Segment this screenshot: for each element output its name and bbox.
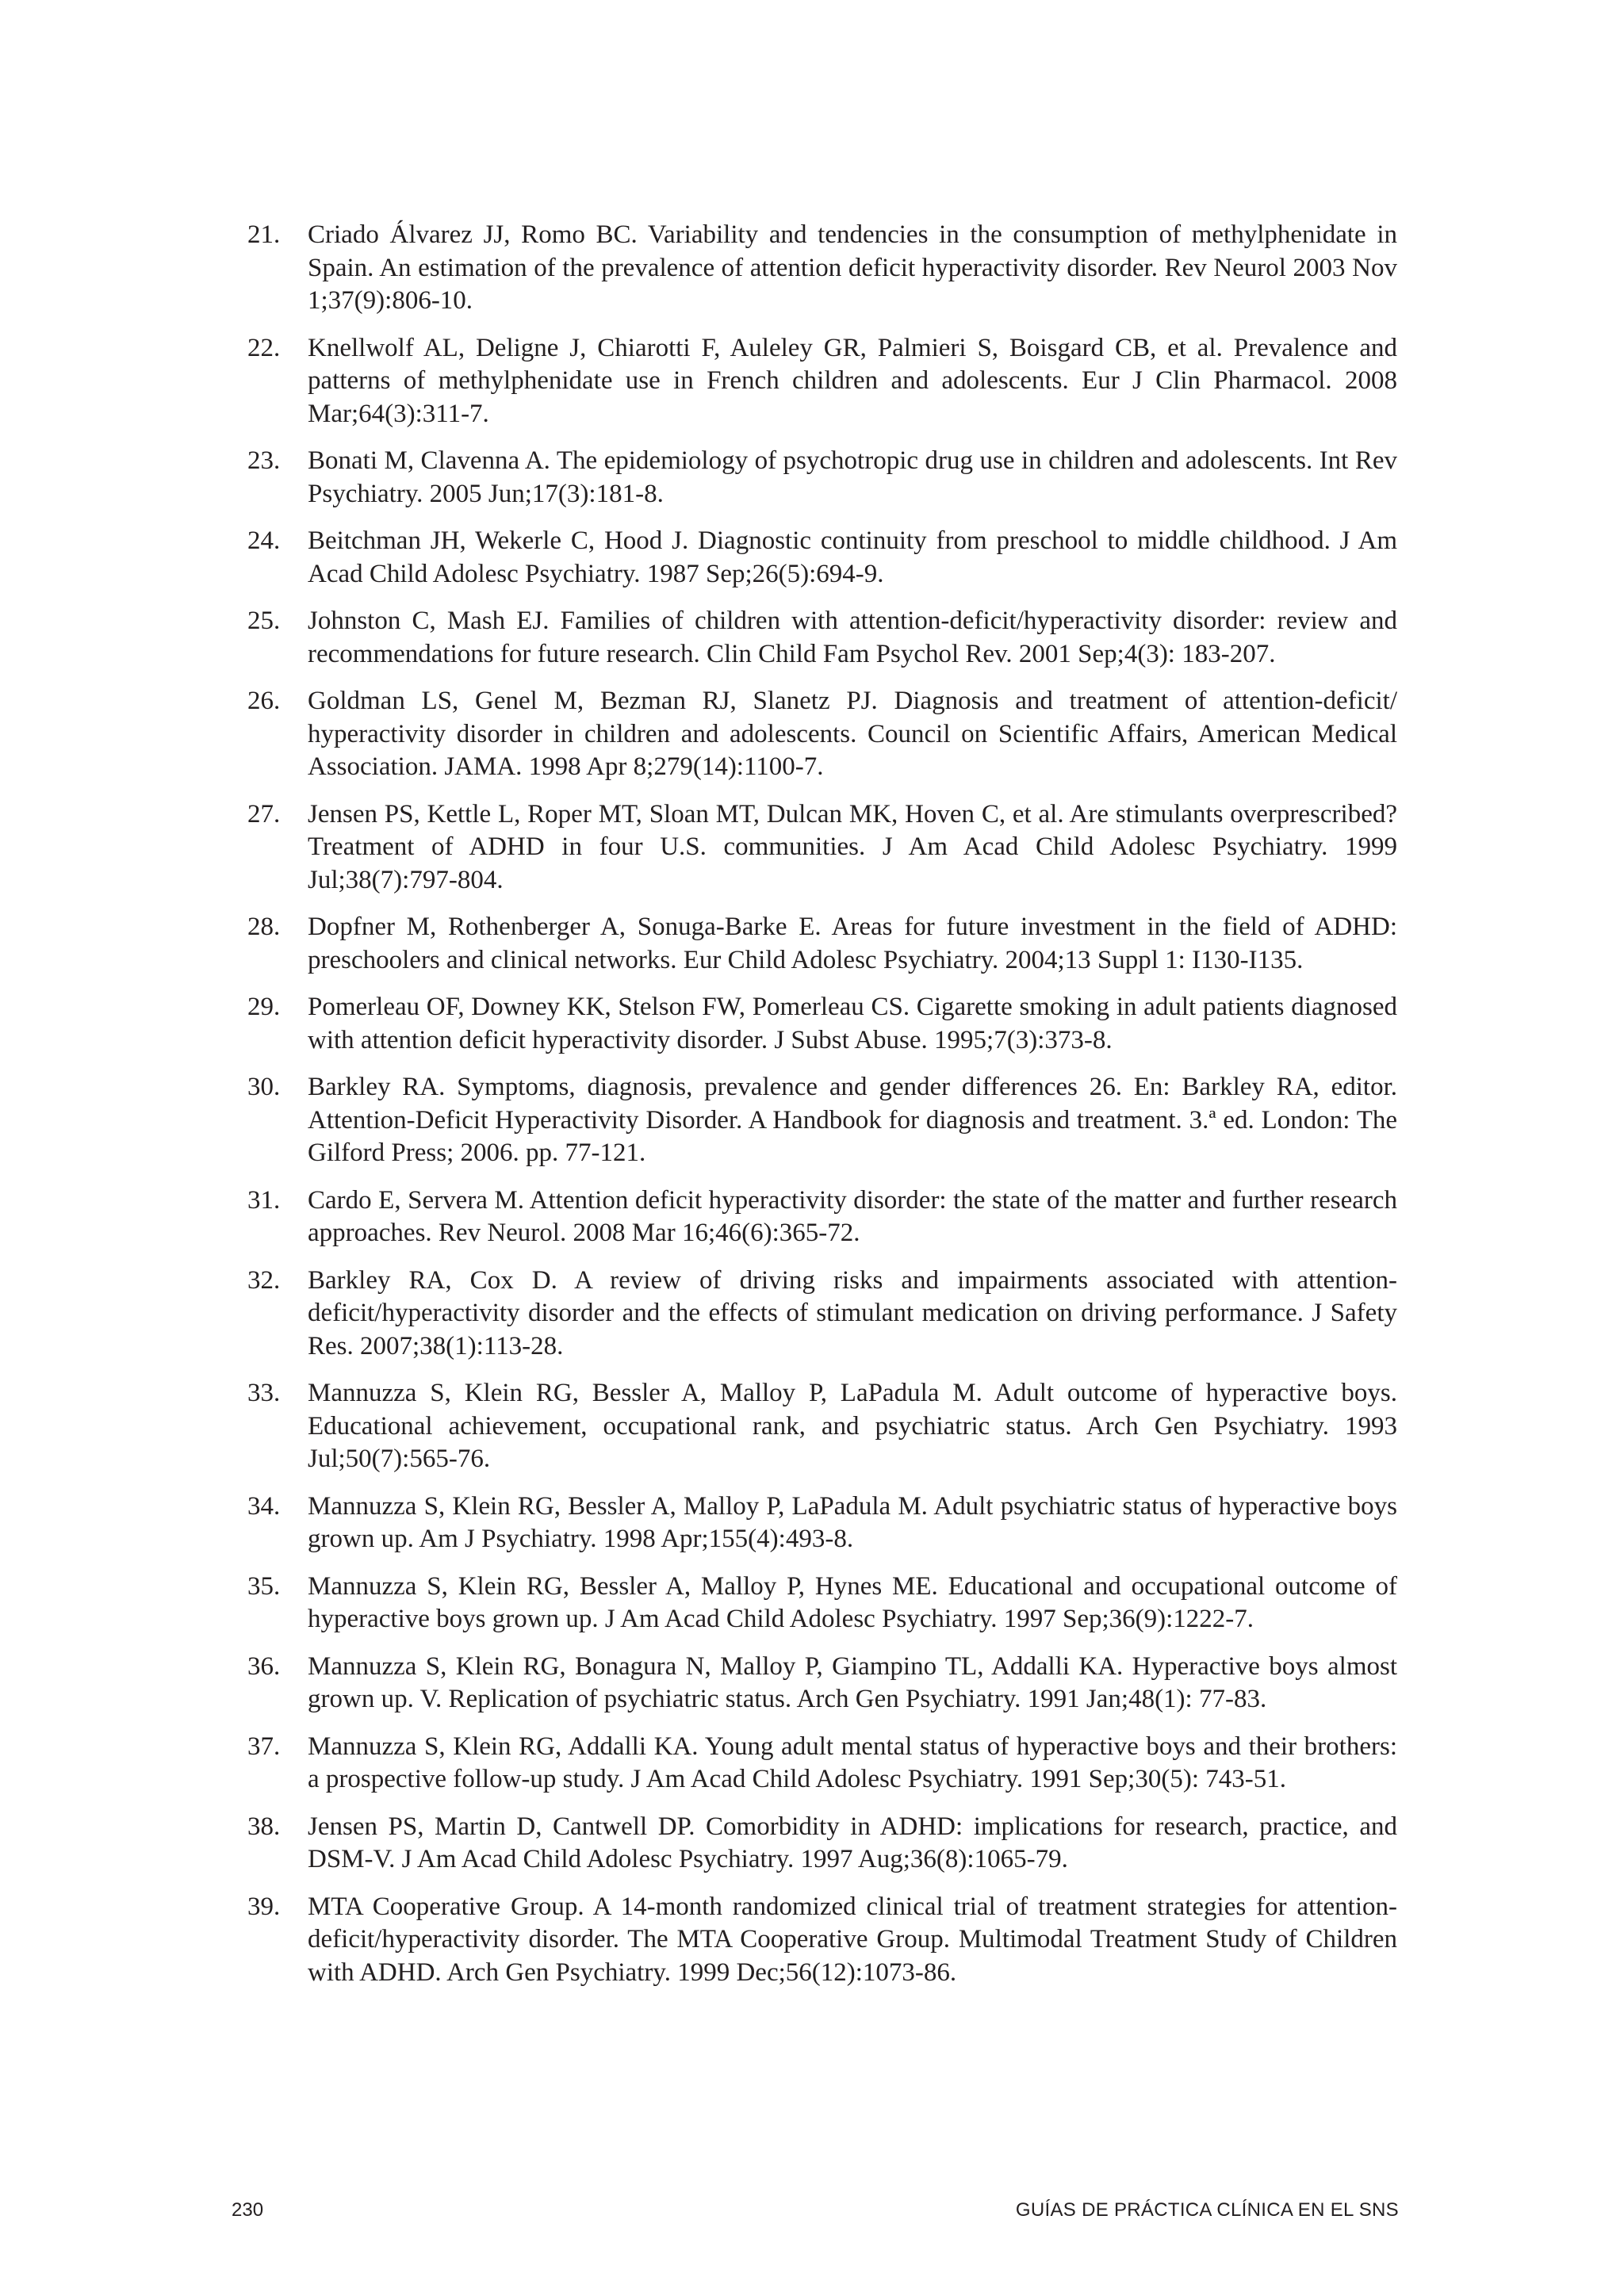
reference-number: 39. [247,1892,281,1921]
reference-text: MTA Cooperative Group. A 14-month randomized clinical trial of treatment strategies for attention-deficit/hyperactivity disorder. The MTA Cooperative Group. Multimodal Treatment Study of Children with ADHD. Arch Gen Psychiatry. 1999 Dec;56(12):1073-86. [308,1892,1397,1987]
reference-number: 38. [247,1812,281,1841]
reference-item [0,1571,1624,1636]
reference-item [0,1490,1624,1556]
reference-number: 37. [247,1732,281,1761]
reference-number: 24. [247,526,281,555]
reference-item [0,1184,1624,1250]
reference-item [0,445,1624,511]
reference-number: 23. [247,446,281,475]
reference-item [0,911,1624,977]
reference-text: Jensen PS, Martin D, Cantwell DP. Comorbidity in ADHD: implications for research, practice, and DSM-V. J Am Acad Child Adolesc Psychiatry. 1997 Aug;36(8):1065-79. [308,1812,1397,1873]
reference-text: Johnston C, Mash EJ. Families of children with attention-deficit/hyperactivity disorder: review and recommendations for future research. Clin Child Fam Psychol Rev. 2001 Sep;4(3): 183-207. [308,607,1397,668]
reference-text: Dopfner M, Rothenberger A, Sonuga-Barke E. Areas for future investment in the field of ADHD: preschoolers and clinical networks. Eur Child Adolesc Psychiatry. 2004;13 Suppl 1: I130-I135. [308,913,1397,974]
reference-item [0,605,1624,671]
reference-item [0,332,1624,431]
reference-text: Cardo E, Servera M. Attention deficit hyperactivity disorder: the state of the matter and further research approaches. Rev Neurol. 2008 Mar 16;46(6):365-72. [308,1185,1397,1247]
reference-item [0,1731,1624,1797]
reference-item [0,1377,1624,1476]
reference-number: 34. [247,1491,281,1521]
reference-item [0,525,1624,591]
reference-text: Mannuzza S, Klein RG, Bonagura N, Malloy P, Giampino TL, Addalli KA. Hyperactive boys almost grown up. V. Replication of psychiatric status. Arch Gen Psychiatry. 1991 Jan;48(1): 77-83. [308,1651,1397,1713]
reference-item [0,991,1624,1057]
reference-text: Bonati M, Clavenna A. The epidemiology of psychotropic drug use in children and adolescents. Int Rev Psychiatry. 2005 Jun;17(3):181-8. [308,446,1397,508]
reference-number: 36. [247,1651,281,1681]
reference-text: Criado Álvarez JJ, Romo BC. Variability and tendencies in the consumption of methylphenidate in Spain. An estimation of the prevalence of attention deficit hyperactivity disorder. Rev Neurol 2003 Nov 1;37(9):806-10. [308,220,1397,315]
reference-number: 26. [247,687,281,715]
reference-number: 31. [247,1185,281,1215]
reference-text: Mannuzza S, Klein RG, Bessler A, Malloy P, LaPadula M. Adult psychiatric status of hyperactive boys grown up. Am J Psychiatry. 1998 Apr;155(4):493-8. [308,1491,1397,1553]
reference-number: 22. [247,333,281,362]
reference-number: 25. [247,607,281,635]
reference-number: 32. [247,1265,281,1295]
reference-item [0,1891,1624,1990]
reference-text: Mannuzza S, Klein RG, Bessler A, Malloy P, Hynes ME. Educational and occupational outcome of hyperactive boys grown up. J Am Acad Child Adolesc Psychiatry. 1997 Sep;36(9):1222-7. [308,1571,1397,1633]
reference-text: Barkley RA. Symptoms, diagnosis, prevalence and gender differences 26. En: Barkley RA, editor. Attention-Deficit Hyperactivity Disorder. A Handbook for diagnosis and treatment. 3.ª ed. London: The Gilford Press; 2006. pp. 77-121. [308,1073,1397,1167]
reference-text: Goldman LS, Genel M, Bezman RJ, Slanetz PJ. Diagnosis and treatment of attention-deficit/​hyperactivity disorder in children and adolescents. Council on Scientific Affairs, American Medical Association. JAMA. 1998 Apr 8;279(14):1100-7. [308,687,1397,781]
reference-number: 35. [247,1571,281,1601]
reference-list [0,219,1624,2003]
reference-text: Mannuzza S, Klein RG, Bessler A, Malloy P, LaPadula M. Adult outcome of hyperactive boys. Educational achievement, occupational rank, and psychiatric status. Arch Gen Psychiatry. 1993 Jul;50(7):565-76. [308,1379,1397,1473]
reference-item [0,685,1624,784]
reference-item [0,1811,1624,1877]
reference-text: Mannuzza S, Klein RG, Addalli KA. Young adult mental status of hyperactive boys and their brothers: a prospective follow-up study. J Am Acad Child Adolesc Psychiatry. 1991 Sep;30(5): 743-51. [308,1732,1397,1793]
reference-number: 28. [247,913,281,941]
reference-number: 30. [247,1073,281,1101]
reference-text: Barkley RA, Cox D. A review of driving risks and impairments associated with attention-​deficit/hyperactivity disorder and the effects of stimulant medication on driving performance. J Safety Res. 2007;38(1):113-28. [308,1265,1397,1360]
page-number: 230 [232,2199,264,2221]
reference-item [0,798,1624,897]
publication-title: GUÍAS DE PRÁCTICA CLÍNICA EN EL SNS [1015,2199,1399,2221]
reference-text: Pomerleau OF, Downey KK, Stelson FW, Pomerleau CS. Cigarette smoking in adult patients diagnosed with attention deficit hyperactivity disorder. J Subst Abuse. 1995;7(3):373-8. [308,993,1397,1054]
reference-item [0,1651,1624,1716]
reference-number: 29. [247,993,281,1021]
reference-text: Beitchman JH, Wekerle C, Hood J. Diagnostic continuity from preschool to middle childhood. J Am Acad Child Adolesc Psychiatry. 1987 Sep;26(5):694-9. [308,526,1397,588]
reference-number: 27. [247,799,281,828]
reference-text: Jensen PS, Kettle L, Roper MT, Sloan MT, Dulcan MK, Hoven C, et al. Are stimulants overprescribed? Treatment of ADHD in four U.S. communities. J Am Acad Child Adolesc Psychiatry. 1999 Jul;38(7):797-804. [308,799,1397,894]
reference-item [0,1265,1624,1364]
reference-item [0,1071,1624,1170]
reference-text: Knellwolf AL, Deligne J, Chiarotti F, Auleley GR, Palmieri S, Boisgard CB, et al. Prevalence and patterns of methylphenidate use in French children and adolescents. Eur J Clin Pharmacol. 2008 Mar;64(3):311-7. [308,333,1397,428]
reference-item [0,219,1624,318]
reference-number: 33. [247,1379,281,1407]
reference-number: 21. [247,220,281,249]
